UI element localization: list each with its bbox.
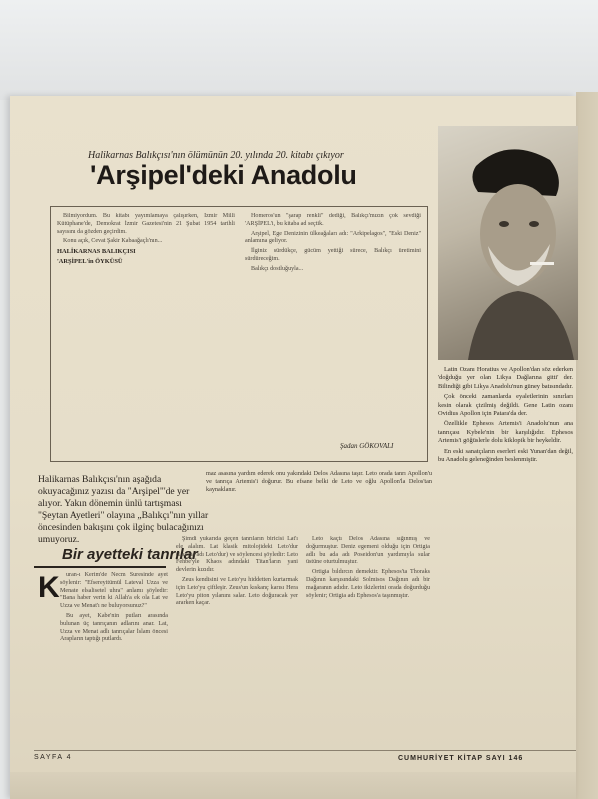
portrait-illustration bbox=[438, 126, 578, 360]
article-lead: Halikarnas Balıkçısı'nın aşağıda okuyacağınız yazısı da "Arşipel"'de yer alıyor. Yakın dönemin ünlü tartışması "Şeytan Ayetleri" olayına „Balıkçı"nın yıllar öncesinden bakışını çok ilginç bulacağınızı umuyoruz. bbox=[38, 474, 209, 545]
intro-box bbox=[50, 206, 428, 462]
section-title: Bir ayetteki tanrılar bbox=[62, 546, 198, 563]
intro-column-right bbox=[245, 213, 421, 441]
intro-column-left bbox=[57, 213, 235, 453]
intro-paragraph: Arşipel, Ege Denizinin ülkeağaları adı: "Arkipelagos", "Eski Deniz" anlamına geliyor. bbox=[245, 230, 421, 245]
article-kicker: Halikarnas Balıkçısı'nın ölümünün 20. yılında 20. kitabı çıkıyor bbox=[88, 150, 344, 161]
side-paragraph: Latin Ozanı Horatius ve Apollon'dan söz ederken 'doğduğu yer olan Likya Dağlarına gitti' der. Bilindiği gibi Likya Anadolu'nun güney batısındadır. bbox=[438, 366, 573, 390]
article-byline: Şadan GÖKOVALI bbox=[340, 442, 394, 450]
author-photo bbox=[438, 126, 578, 360]
intro-paragraph: Balıkçı dostluğuyla... bbox=[251, 265, 304, 272]
body-paragraph: Leto kaçtı Delos Adasına sığınmış ve doğurmuştur. Deniz egemeni olduğu için Ortigia adlı bu ada adı Poseidon'un yardımıyla sular üstüne oturtulmuştur. bbox=[306, 536, 430, 566]
background-wall bbox=[0, 0, 598, 100]
next-page-edge bbox=[576, 92, 598, 799]
newspaper-page bbox=[10, 96, 576, 799]
intro-subhead: 'ARŞİPEL'in ÖYKÜSÜ bbox=[57, 257, 123, 265]
body-paragraph: Şimdi yukarıda geçen tanrıların biricisi Lat'ı ele alalım. Lat klasik mitolojideki Leto'dur (Latona adı Leto'dur) ve söylencesi şöyledir: Leto Fehbe'yle Khaos adındaki Titan'ların yani devlerin kızıdır. bbox=[176, 536, 298, 574]
section-rule bbox=[34, 566, 166, 568]
intro-subhead: HALİKARNAS BALIKÇISI bbox=[57, 248, 136, 256]
intro-paragraph: Homeros'un "şarap renkli" dediği, Balıkçı'mızın çok sevdiği 'ARŞİPEL'i, bu kitaba ad seçtik. bbox=[245, 213, 421, 227]
body-column-1 bbox=[60, 572, 168, 744]
page-number: SAYFA 4 bbox=[34, 754, 72, 761]
body-paragraph: Bu ayet, Kabe'nin putları arasında bulunan üç tanrıçanın adlarını anar. Lat, Uzza ve Menat adlı tanrıçalar İslam öncesi Arapların taptığı putlardı. bbox=[60, 612, 168, 643]
intro-paragraph: Konu açık, Cevat Şakir Kabaağaçlı'nın... bbox=[63, 238, 163, 245]
body-paragraph: Ortigia bıldırcın demektir. Ephesos'ta Thoraks Dağının karşısındaki Solmisos Dağının adı bir mağaranın adıdır. Leto ikizlerini orada doğurduğu söylenir; Ortigia adı Ephesos'a taşınmıştır. bbox=[306, 569, 430, 599]
drop-cap: K bbox=[38, 571, 60, 604]
footer-rule bbox=[34, 750, 576, 751]
side-paragraph: Özellikle Ephesos Artemis'i Anadolu'nun ana tanrıçası Kybele'nin bir karşılığıdır. Ephesos Artemis'i göğüslerle dolu kiklopik bir heykeldir. bbox=[438, 420, 573, 445]
lead-side-text: maz asasına yardım ederek onu yakındaki Delos Adasına taşır. Leto orada tanrı Apollon'u ve tanrıça Artemis'i doğurur. Bu efsane belki de Leto ve oğlu Apollon'la Delos'tan kaynaklanır. bbox=[206, 470, 432, 493]
publication-issue: CUMHURİYET KİTAP SAYI 146 bbox=[398, 755, 524, 762]
article-headline: 'Arşipel'deki Anadolu bbox=[90, 160, 357, 190]
side-paragraph: En eski sanatçıların eserleri eski Yunan'dan değil, bu Anadolu geleneğinden beslenmiştir. bbox=[438, 447, 573, 464]
intro-paragraph: İlginiz sürdükçe, gücüm yettiği sürece, Balıkçı üretimini sürdüreceğim. bbox=[245, 248, 421, 262]
side-paragraph: Çok önceki zamanlarda eyaletlerinin sınırları kesin olarak çizilmiş değildi. Gene Latin ozanı Ovidius Apollon için Patara'da der. bbox=[438, 393, 573, 418]
intro-paragraph: Bilmiyordum. Bu kitabı yayımlamaya çalışırken, İzmir Millî Kütüphane'de, Demokrat İzmir Gazetesi'nin 21 Şubat 1954 tarihli sayısını da gözden geçirdim. bbox=[57, 213, 235, 235]
body-column-2 bbox=[176, 536, 298, 744]
lower-page-area bbox=[10, 772, 576, 799]
side-column bbox=[438, 366, 573, 751]
body-paragraph: uran-ı Kerim'de Necm Suresinde ayet söylenir: "Efsereyitümül Lateval Uzza ve Menate elsalisetel uhra" anlamı şöyledir: "Bana haber verin ki Allah'a ek ola Lat ve Uzza ve Menat'ı ne buluyorsunuz?" bbox=[60, 572, 168, 610]
body-paragraph: Zeus kendisini ve Leto'yu hiddetten kurtarmak için Leto'yu çiftleşir. Zeus'un kıskanç karısı Hera Leto'yu piton yılanını salar. Leto doğuracak yer ararken kaçar. bbox=[176, 576, 298, 607]
body-column-3 bbox=[306, 536, 430, 744]
